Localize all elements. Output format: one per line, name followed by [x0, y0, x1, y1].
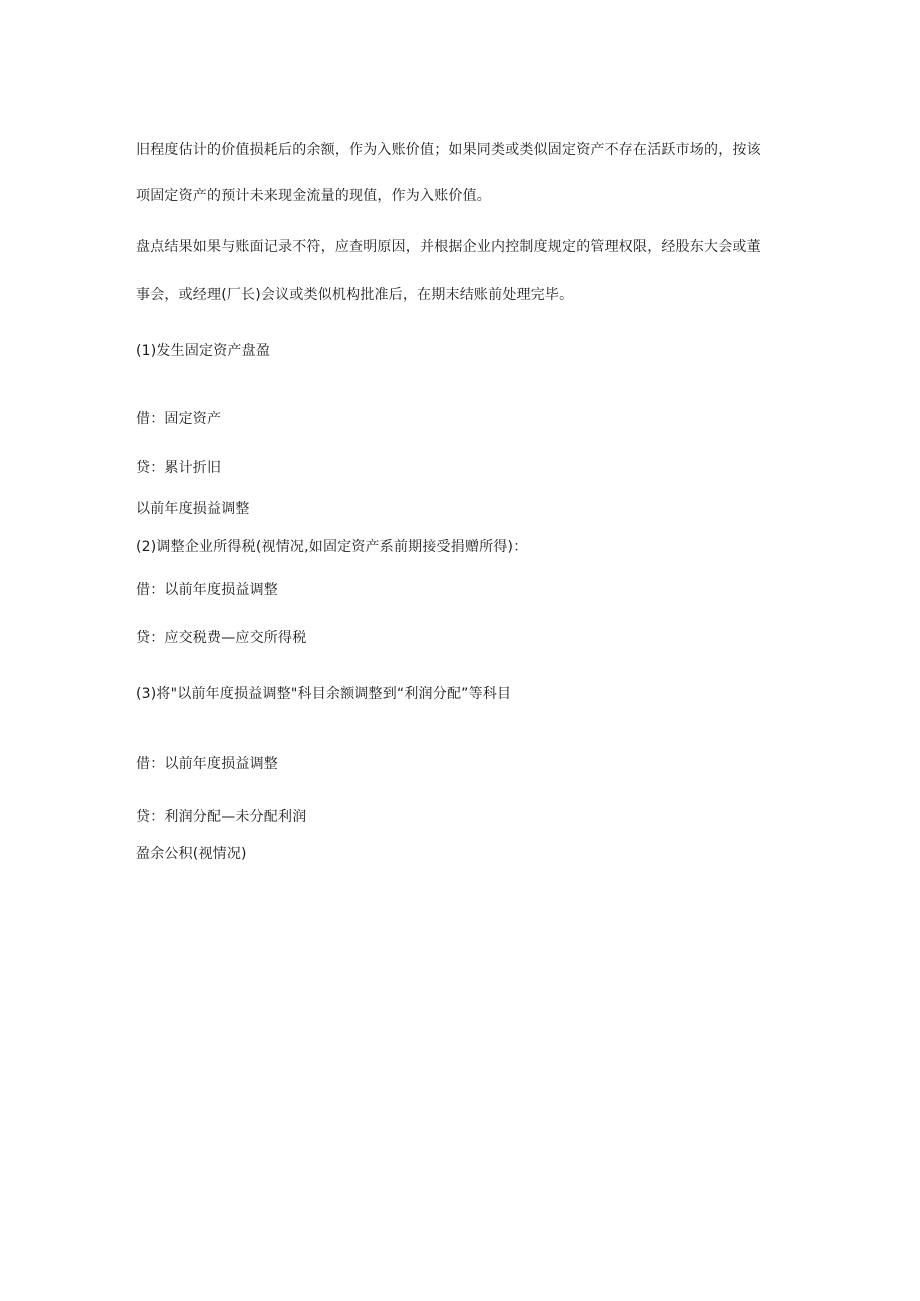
- paragraph-1-line-1: 旧程度估计的价值损耗后的余额，作为入账价值；如果同类或类似固定资产不存在活跃市场的，按该: [136, 142, 761, 158]
- step-3-heading: (3)将"以前年度损益调整"科目余额调整到“利润分配”等科目: [136, 686, 512, 702]
- paragraph-1-line-2: 项固定资产的预计未来现金流量的现值，作为入账价值。: [136, 188, 491, 204]
- paragraph-2-line-1: 盘点结果如果与账面记录不符，应查明原因，并根据企业内控制度规定的管理权限，经股东大会或董: [136, 239, 761, 255]
- step-3-credit-entry: 贷：利润分配—未分配利润: [136, 809, 307, 825]
- step-1-debit-entry: 借：固定资产: [136, 411, 222, 427]
- step-1-credit-entry: 贷：累计折旧: [136, 460, 222, 476]
- step-3-debit-entry: 借：以前年度损益调整: [136, 756, 278, 772]
- step-2-heading: (2)调整企业所得税(视情况,如固定资产系前期接受捐赠所得)：: [136, 539, 528, 555]
- step-3-credit-extra-entry: 盈余公积(视情况): [136, 846, 247, 862]
- step-2-debit-entry: 借：以前年度损益调整: [136, 582, 278, 598]
- step-1-credit-extra-entry: 以前年度损益调整: [136, 501, 250, 517]
- step-1-heading: (1)发生固定资产盘盈: [136, 343, 271, 359]
- paragraph-2-line-2: 事会，或经理(厂长)会议或类似机构批准后，在期末结账前处理完毕。: [136, 287, 574, 303]
- step-2-credit-entry: 贷：应交税费—应交所得税: [136, 630, 307, 646]
